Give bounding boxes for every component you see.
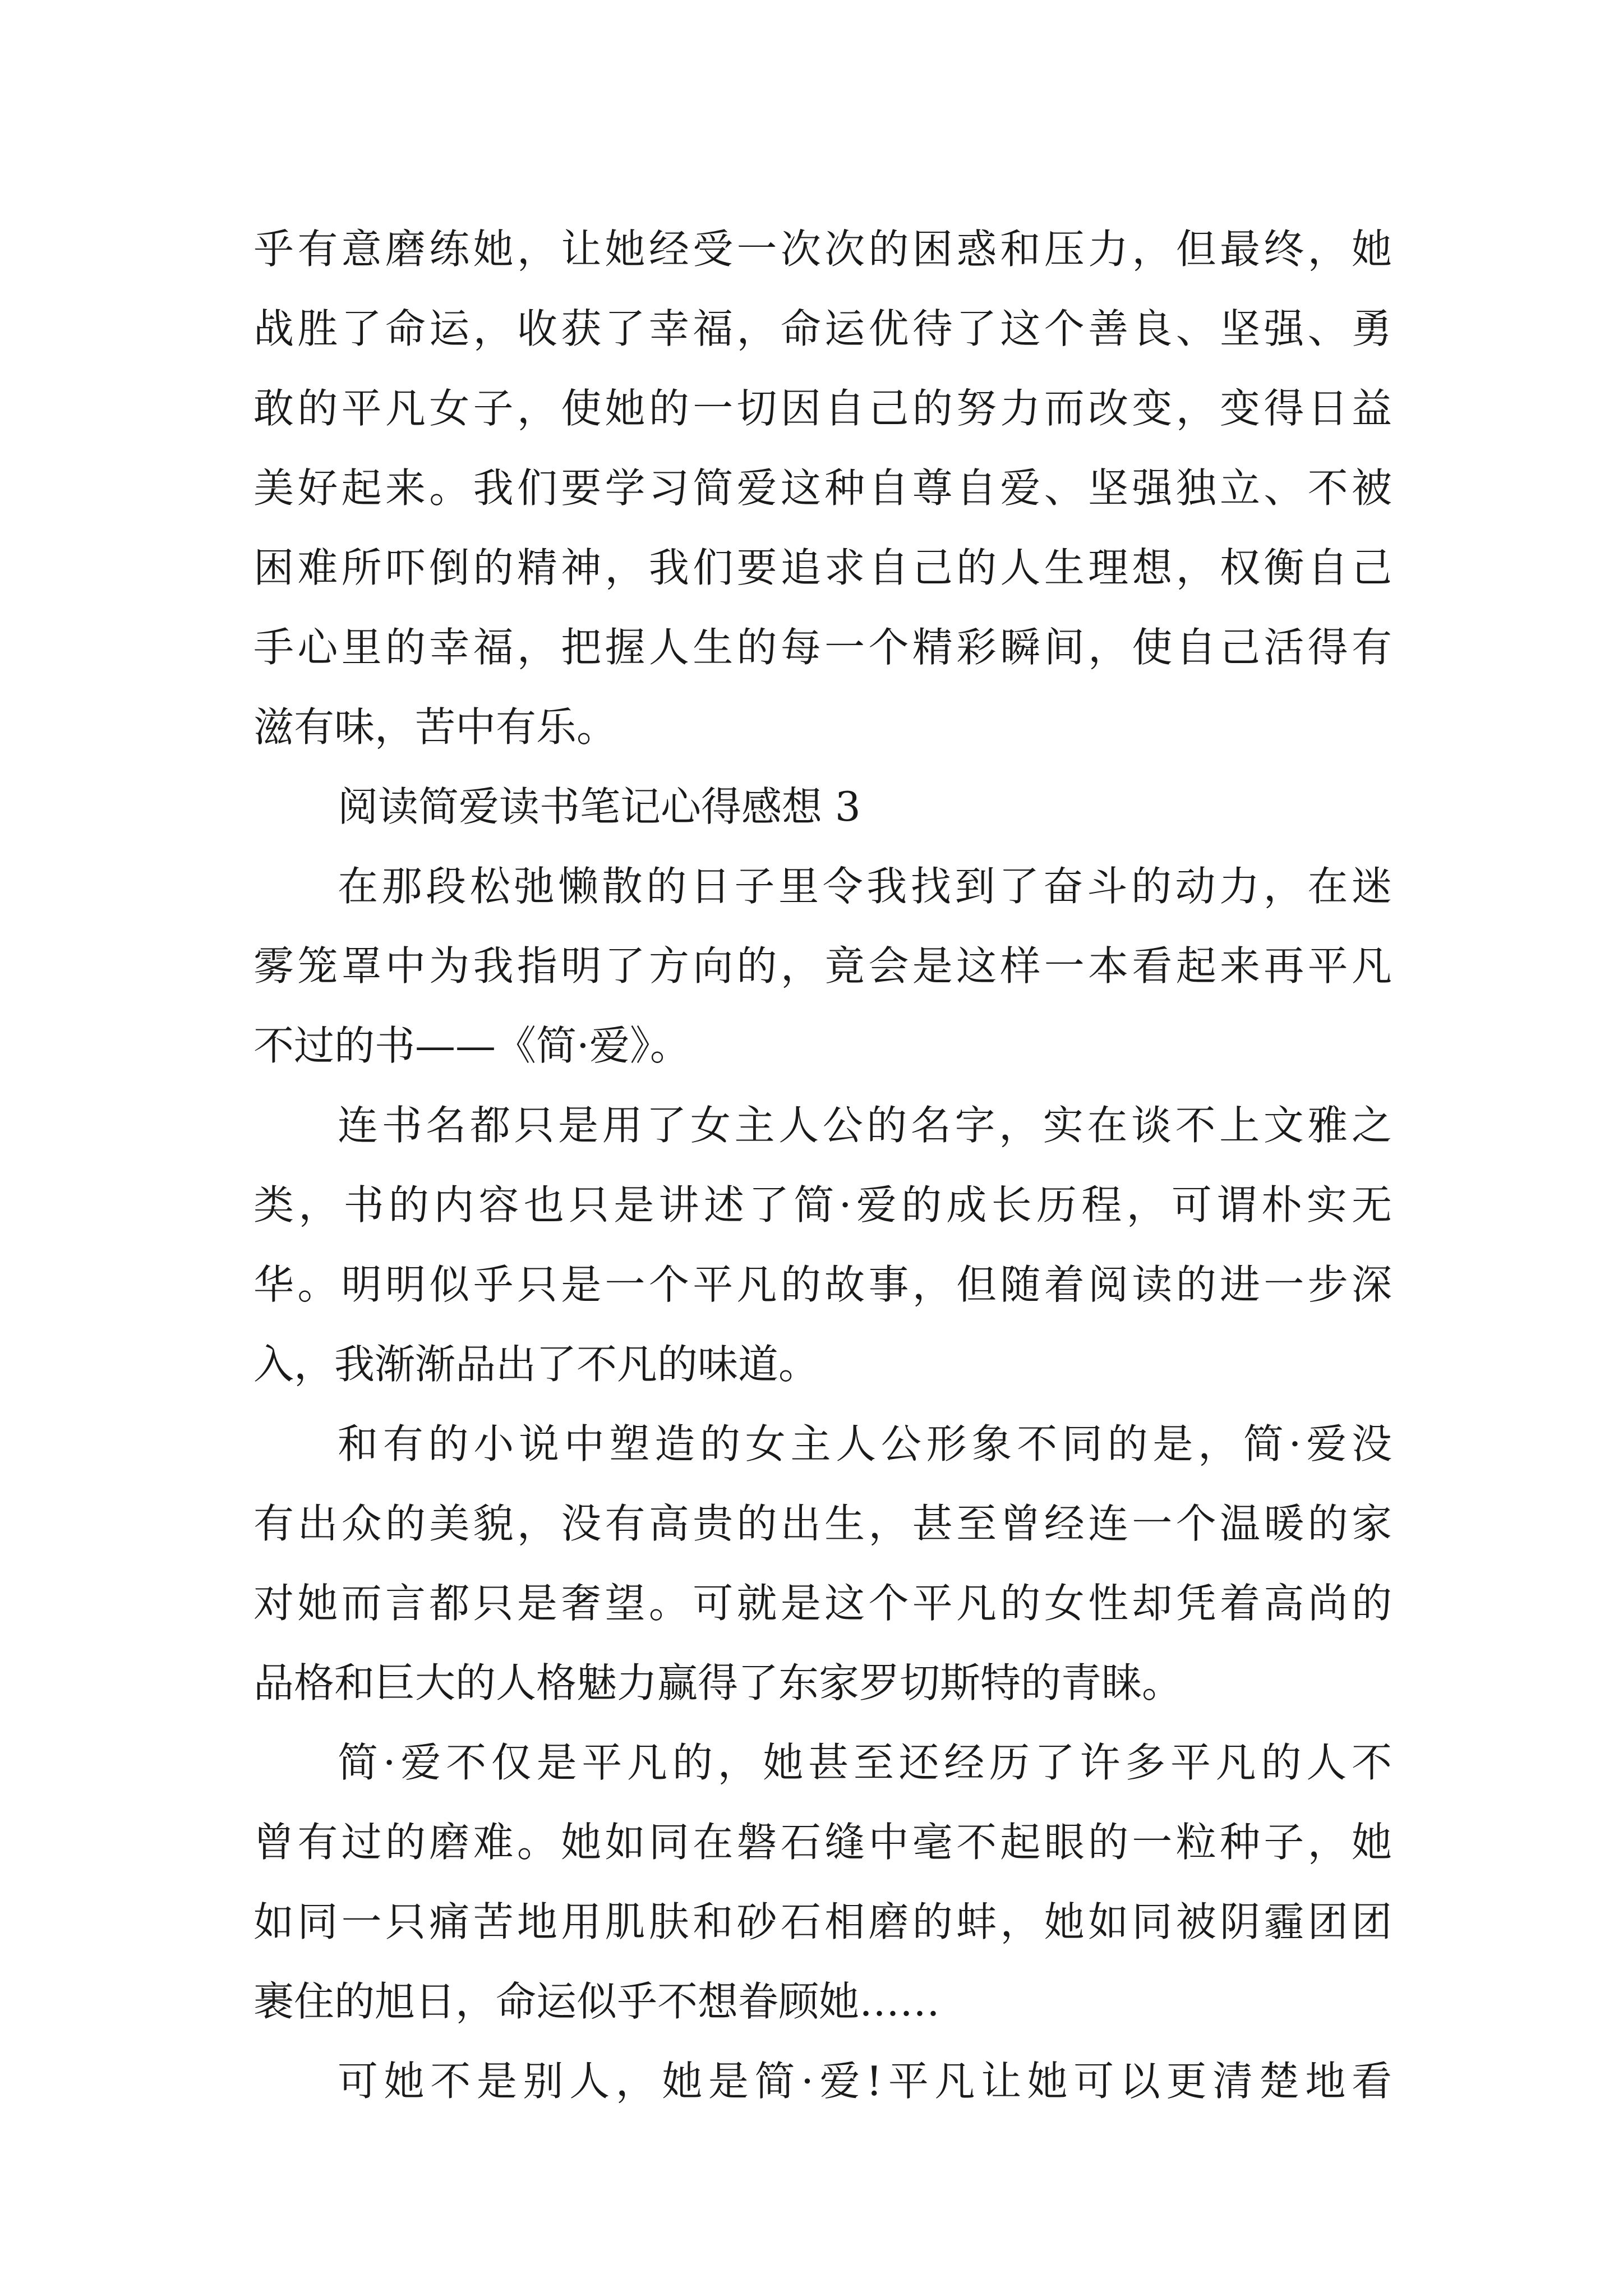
text-line: 类，书的内容也只是讲述了简·爱的成长历程，可谓朴实无 <box>253 1181 1392 1228</box>
section-heading: 阅读简爱读书笔记心得感想 3 <box>338 783 861 830</box>
text-line: 对她而言都只是奢望。可就是这个平凡的女性却凭着高尚的 <box>253 1580 1392 1627</box>
text-line: 如同一只痛苦地用肌肤和砂石相磨的蚌，她如同被阴霾团团 <box>253 1898 1392 1945</box>
text-line: 雾笼罩中为我指明了方向的，竟会是这样一本看起来再平凡 <box>253 942 1392 990</box>
text-line: 战胜了命运，收获了幸福，命运优待了这个善良、坚强、勇 <box>253 305 1392 352</box>
text-line: 连书名都只是用了女主人公的名字，实在谈不上文雅之 <box>338 1102 1392 1149</box>
text-line: 滋有味，苦中有乐。 <box>253 703 617 751</box>
text-line: 手心里的幸福，把握人生的每一个精彩瞬间，使自己活得有 <box>253 624 1392 671</box>
text-line: 简·爱不仅是平凡的，她甚至还经历了许多平凡的人不 <box>338 1739 1392 1786</box>
text-line: 入，我渐渐品出了不凡的味道。 <box>253 1341 819 1388</box>
text-line: 困难所吓倒的精神，我们要追求自己的人生理想，权衡自己 <box>253 544 1392 591</box>
text-line: 可她不是别人，她是简·爱!平凡让她可以更清楚地看 <box>338 2058 1392 2105</box>
text-line: 不过的书——《简·爱》。 <box>253 1022 690 1069</box>
text-line: 曾有过的磨难。她如同在磐石缝中毫不起眼的一粒种子，她 <box>253 1819 1392 1866</box>
text-line: 裹住的旭日，命运似乎不想眷顾她…… <box>253 1978 940 2025</box>
text-line: 品格和巨大的人格魅力赢得了东家罗切斯特的青睐。 <box>253 1659 1183 1706</box>
text-line: 有出众的美貌，没有高贵的出生，甚至曾经连一个温暖的家 <box>253 1500 1392 1547</box>
text-line: 美好起来。我们要学习简爱这种自尊自爱、坚强独立、不被 <box>253 464 1392 512</box>
text-line: 敢的平凡女子，使她的一切因自己的努力而改变，变得日益 <box>253 385 1392 432</box>
text-line: 在那段松弛懒散的日子里令我找到了奋斗的动力，在迷 <box>338 863 1392 910</box>
text-line: 乎有意磨练她，让她经受一次次的困惑和压力，但最终，她 <box>253 226 1392 273</box>
text-line: 和有的小说中塑造的女主人公形象不同的是，简·爱没 <box>338 1420 1392 1467</box>
document-body <box>253 209 1392 2121</box>
text-line: 华。明明似乎只是一个平凡的故事，但随着阅读的进一步深 <box>253 1261 1392 1308</box>
